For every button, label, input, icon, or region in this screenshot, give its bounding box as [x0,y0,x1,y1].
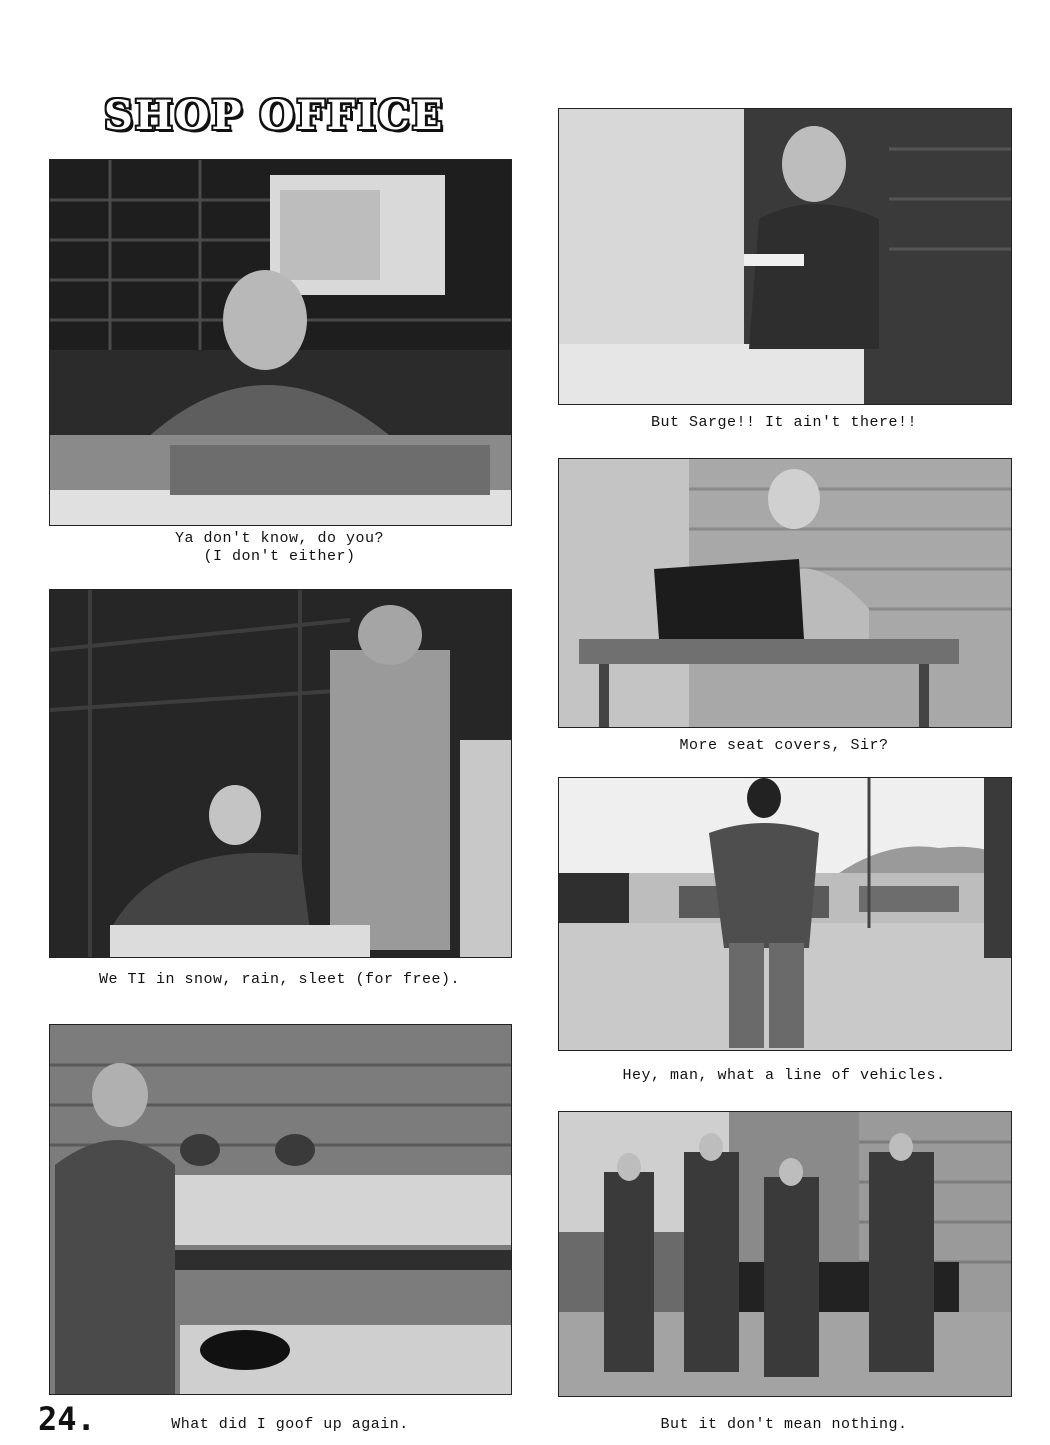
caption-photo-3: What did I goof up again. [171,1416,409,1433]
photo-soldier-behind-crate [558,108,1012,405]
photo-soldiers-at-counter [49,589,512,958]
photo-workshop-bench [49,1024,512,1395]
photo-soldier-vehicle-line [558,777,1012,1051]
photo-sewing-machine [558,458,1012,728]
photo-officer-at-desk [49,159,512,526]
caption-photo-7: But it don't mean nothing. [660,1416,908,1433]
caption-photo-2: We TI in snow, rain, sleet (for free). [98,971,461,988]
caption-photo-1: Ya don't know, do you? (I don't either) [174,530,385,565]
caption-photo-5: More seat covers, Sir? [679,737,889,754]
page-number: 24. [38,1400,96,1438]
photo-four-soldiers-jeep [558,1111,1012,1397]
caption-photo-4: But Sarge!! It ain't there!! [650,414,918,431]
caption-photo-6: Hey, man, what a line of vehicles. [622,1067,946,1084]
page-title: SHOP OFFICE [104,92,445,139]
